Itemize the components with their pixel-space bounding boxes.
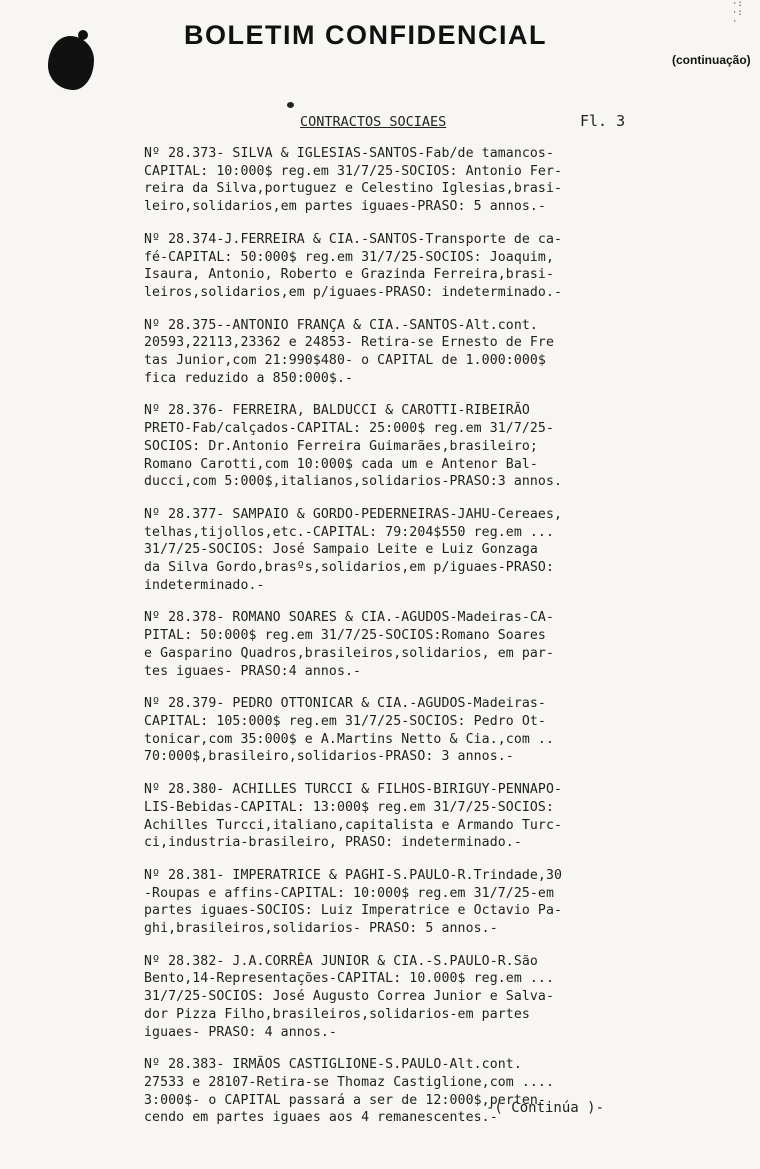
contract-entry (144, 609, 734, 680)
entry-line: e Gasparino Quadros,brasileiros,solidarios, em par- (144, 645, 555, 661)
entry-line: Nº 28.381- IMPERATRICE & PAGHI-S.PAULO-R.Trindade,30 (144, 867, 563, 883)
entry-line: Achilles Turcci,italiano,capitalista e Armando Turc- (144, 817, 563, 833)
entry-line: 27533 e 28107-Retira-se Thomaz Castiglione,com .... (144, 1074, 555, 1090)
entry-line: Romano Carotti,com 10:000$ cada um e Antenor Bal- (144, 456, 538, 472)
entry-line: LIS-Bebidas-CAPITAL: 13:000$ reg.em 31/7/25-SOCIOS: (144, 799, 555, 815)
entry-line: PRETO-Fab/calçados-CAPITAL: 25:000$ reg.em 31/7/25- (144, 421, 555, 437)
contract-entry (144, 402, 734, 491)
entry-line: 31/7/25-SOCIOS: José Augusto Correa Junior e Salva- (144, 989, 555, 1005)
entry-line: tonicar,com 35:000$ e A.Martins Netto & Cia.,com .. (144, 731, 555, 747)
continuation-label: (continuação) (672, 53, 751, 67)
entry-line: Isaura, Antonio, Roberto e Grazinda Ferreira,brasi- (144, 267, 555, 283)
entry-line: partes iguaes-SOCIOS: Luiz Imperatrice e Octavio Pa- (144, 903, 563, 919)
entry-line: dor Pizza Filho,brasileiros,solidarios-em partes (144, 1006, 530, 1022)
entry-line: da Silva Gordo,brasºs,solidarios,em p/iguaes-PRASO: (144, 560, 555, 576)
entry-line: SOCIOS: Dr.Antonio Ferreira Guimarães,brasileiro; (144, 438, 538, 454)
entry-line: -Roupas e affins-CAPITAL: 10:000$ reg.em 31/7/25-em (144, 885, 555, 901)
entry-line: PITAL: 50:000$ reg.em 31/7/25-SOCIOS:Romano Soares (144, 628, 546, 644)
margin-marks: ·: ·: · (732, 0, 743, 27)
entry-line: iguaes- PRASO: 4 annos.- (144, 1024, 337, 1040)
contract-entry (144, 867, 734, 938)
contract-entry (144, 695, 734, 766)
entry-line: Nº 28.374-J.FERREIRA & CIA.-SANTOS-Transporte de ca- (144, 231, 563, 247)
contract-entry (144, 781, 734, 852)
entry-line: indeterminado.- (144, 577, 265, 593)
entry-line: reira da Silva,portuguez e Celestino Iglesias,brasi- (144, 181, 563, 197)
entry-line: Nº 28.375--ANTONIO FRANÇA & CIA.-SANTOS-Alt.cont. (144, 317, 538, 333)
contract-entry (144, 953, 734, 1042)
entry-line: 70:000$,brasileiro,solidarios-PRASO: 3 annos.- (144, 749, 514, 765)
ink-blot-mark (48, 36, 94, 90)
entry-line: Nº 28.377- SAMPAIO & GORDO-PEDERNEIRAS-JAHU-Cereaes, (144, 506, 563, 522)
entry-line: Bento,14-Representações-CAPITAL: 10.000$ reg.em ... (144, 971, 555, 987)
contract-entry (144, 145, 734, 216)
entry-line: fica reduzido a 850:000$.- (144, 370, 354, 386)
entry-line: Nº 28.376- FERREIRA, BALDUCCI & CAROTTI-RIBEIRÃO (144, 403, 530, 419)
entry-line: ci,industria-brasileiro, PRASO: indeterminado.- (144, 835, 522, 851)
entry-line: Nº 28.373- SILVA & IGLESIAS-SANTOS-Fab/de tamancos- (144, 146, 555, 161)
entry-line: leiros,solidarios,em p/iguaes-PRASO: indeterminado.- (144, 284, 563, 300)
sheet-number: Fl. 3 (580, 112, 626, 130)
entry-line: tes iguaes- PRASO:4 annos.- (144, 663, 362, 679)
contract-entries-list (144, 145, 734, 1142)
contract-entry (144, 506, 734, 595)
contract-entry (144, 1056, 734, 1127)
entry-line: cendo em partes iguaes aos 4 remanescentes.- (144, 1110, 498, 1126)
entry-line: leiro,solidarios,em partes iguaes-PRASO: 5 annos.- (144, 199, 546, 215)
bullet-dot-mark (287, 102, 294, 108)
entry-line: Nº 28.379- PEDRO OTTONICAR & CIA.-AGUDOS-Madeiras- (144, 696, 546, 712)
entry-line: Nº 28.378- ROMANO SOARES & CIA.-AGUDOS-Madeiras-CA- (144, 610, 555, 626)
entry-line: Nº 28.380- ACHILLES TURCCI & FILHOS-BIRIGUY-PENNAPO- (144, 782, 563, 798)
entry-line: Nº 28.383- IRMÃOS CASTIGLIONE-S.PAULO-Alt.cont. (144, 1057, 522, 1073)
entry-line: tas Junior,com 21:990$480- o CAPITAL de 1.000:000$ (144, 353, 546, 369)
entry-line: CAPITAL: 105:000$ reg.em 31/7/25-SOCIOS: Pedro Ot- (144, 713, 546, 729)
entry-line: CAPITAL: 10:000$ reg.em 31/7/25-SOCIOS: Antonio Fer- (144, 163, 563, 179)
entry-line: ducci,com 5:000$,italianos,solidarios-PRASO:3 annos. (144, 474, 563, 490)
entry-line: 3:000$- o CAPITAL passará a ser de 12:000$,perten- (144, 1092, 546, 1108)
entry-line: Nº 28.382- J.A.CORRÊA JUNIOR & CIA.-S.PAULO-R.São (144, 953, 538, 969)
continua-footer: -( Continúa )- (486, 1100, 605, 1116)
section-heading: CONTRACTOS SOCIAES (300, 114, 447, 130)
entry-line: telhas,tijollos,etc.-CAPITAL: 79:204$550 reg.em ... (144, 524, 555, 540)
contract-entry (144, 317, 734, 388)
bulletin-title: BOLETIM CONFIDENCIAL (184, 20, 547, 50)
entry-line: fé-CAPITAL: 50:000$ reg.em 31/7/25-SOCIOS: Joaquim, (144, 249, 555, 265)
entry-line: 20593,22113,23362 e 24853- Retira-se Ernesto de Fre (144, 335, 555, 351)
entry-line: 31/7/25-SOCIOS: José Sampaio Leite e Luiz Gonzaga (144, 542, 538, 558)
entry-line: ghi,brasileiros,solidarios- PRASO: 5 annos.- (144, 921, 498, 937)
contract-entry (144, 231, 734, 302)
